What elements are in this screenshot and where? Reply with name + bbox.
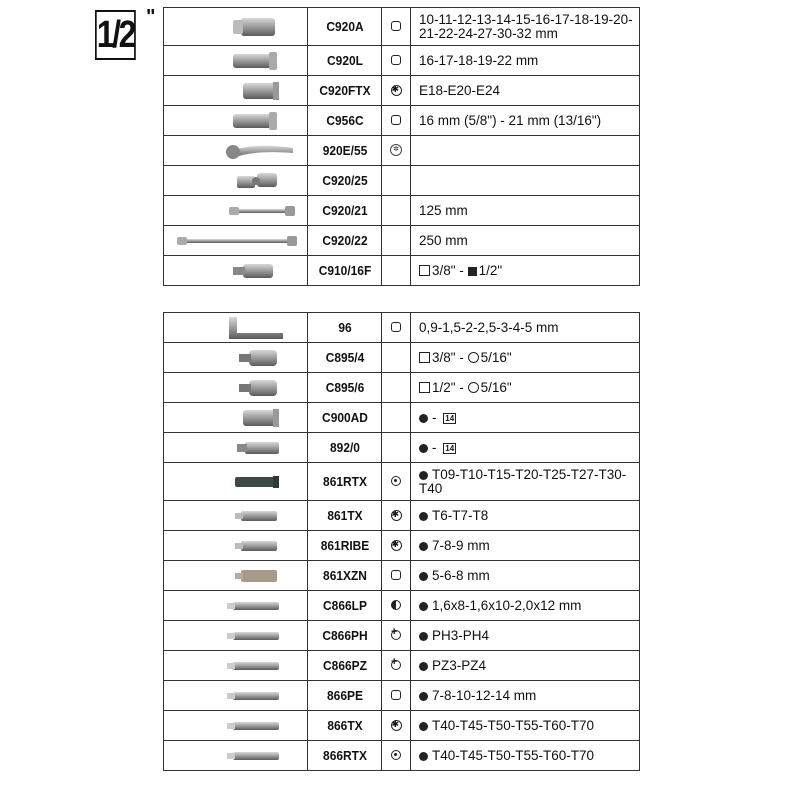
tool-image-cell (164, 76, 308, 106)
tool-image-cell (164, 256, 308, 286)
spec-cell (411, 8, 640, 46)
phillips-icon (391, 630, 401, 640)
drive-symbol-cell (382, 651, 411, 681)
bit-drive-icon (419, 752, 428, 761)
spec-text: 1/2" - (432, 379, 468, 395)
spec-cell (411, 531, 640, 561)
bit-drive-icon (419, 632, 428, 641)
spec-cell (411, 76, 640, 106)
table-row (164, 136, 640, 166)
drive-symbol-cell (382, 433, 411, 463)
tool-adapter-sm-icon (223, 375, 299, 401)
spec-cell (411, 591, 640, 621)
hex-socket-icon (391, 21, 401, 31)
drive-symbol-cell (382, 621, 411, 651)
torx-tamper-icon (391, 476, 401, 486)
square-drive-filled-icon (468, 267, 477, 276)
spec-text: 3/8" - (432, 349, 468, 365)
table-row (164, 621, 640, 651)
inch-mark: " (146, 6, 156, 28)
spec-cell (411, 226, 640, 256)
part-code: 96 (310, 313, 378, 343)
spec-cell (411, 313, 640, 343)
torx-icon (391, 720, 402, 731)
part-code: C895/4 (310, 343, 378, 373)
bit-drive-icon (419, 662, 428, 671)
tool-ujoint-icon (223, 168, 299, 194)
spec-cell (411, 651, 640, 681)
part-code: C956C (310, 106, 378, 136)
part-code: 861RIBE (310, 531, 378, 561)
table-row (164, 501, 640, 531)
spec-text: 16-17-18-19-22 mm (419, 52, 539, 68)
hex-socket-icon (391, 690, 401, 700)
drive-symbol-cell (382, 403, 411, 433)
spec-cell (411, 373, 640, 403)
spec-text: 5-6-8 mm (432, 567, 490, 583)
drive-symbol-cell (382, 561, 411, 591)
size-tag: 14 (445, 443, 455, 453)
table-row (164, 403, 640, 433)
tool-image-cell (164, 166, 308, 196)
square-drive-icon (419, 352, 430, 363)
spec-text: 3/8" - (432, 262, 468, 278)
drive-symbol-cell (382, 591, 411, 621)
table-row (164, 256, 640, 286)
table-row (164, 226, 640, 256)
tool-image-cell (164, 373, 308, 403)
drive-symbol-cell (382, 76, 411, 106)
pozidriv-icon (391, 660, 401, 670)
spec-cell (411, 463, 640, 501)
spec-text: 7-8-9 mm (432, 537, 490, 553)
spec-cell (411, 711, 640, 741)
spec-cell (411, 741, 640, 771)
part-code: C920FTX (310, 76, 378, 106)
drive-symbol-cell (382, 343, 411, 373)
spec-cell (411, 403, 640, 433)
tool-image-cell (164, 651, 308, 681)
table-row (164, 561, 640, 591)
drive-symbol-cell (382, 8, 411, 46)
tool-image-cell (164, 711, 308, 741)
tool-image-cell (164, 531, 308, 561)
bit-drive-icon (419, 572, 428, 581)
spec-cell (411, 136, 640, 166)
table-row (164, 46, 640, 76)
table-row (164, 591, 640, 621)
tool-hexkey-icon (223, 315, 299, 341)
spec-text-secondary: 5/16" (480, 349, 512, 365)
hex-socket-icon (391, 115, 401, 125)
tool-image-cell (164, 226, 308, 256)
spec-cell (411, 166, 640, 196)
tool-socket-deep-icon (223, 108, 299, 134)
tool-bit-icon (223, 503, 299, 529)
part-code: C910/16F (310, 256, 378, 286)
spec-text: 7-8-10-12-14 mm (432, 687, 537, 703)
square-drive-icon (419, 382, 430, 393)
spec-text: E18-E20-E24 (419, 82, 501, 98)
spec-text: 10-11-12-13-14-15-16-17-18-19-20-21-22-24-27-30-32 mm (419, 11, 633, 41)
drive-symbol-cell (382, 741, 411, 771)
table-row (164, 313, 640, 343)
tool-image-cell (164, 403, 308, 433)
hex-drive-icon (468, 352, 479, 363)
spec-cell (411, 621, 640, 651)
spec-text: 1,6x8-1,6x10-2,0x12 mm (432, 597, 582, 613)
tool-image-cell (164, 136, 308, 166)
bit-drive-icon (419, 542, 428, 551)
part-code: C895/6 (310, 373, 378, 403)
tool-bit-long-icon (223, 713, 299, 739)
tool-socket-icon (223, 78, 299, 104)
part-code: C920A (310, 8, 378, 46)
tool-image-cell (164, 46, 308, 76)
part-code: 866PE (310, 681, 378, 711)
table-row (164, 196, 640, 226)
part-code: C920/21 (310, 196, 378, 226)
bit-drive-icon (419, 512, 428, 521)
tool-bit-long-icon (223, 623, 299, 649)
table-row (164, 741, 640, 771)
spec-text: 250 mm (419, 232, 468, 248)
tool-adapter-sm-icon (223, 345, 299, 371)
tool-image-cell (164, 501, 308, 531)
bit-drive-icon (419, 414, 428, 423)
table-row (164, 166, 640, 196)
ratchet-teeth-icon: ✲ (390, 144, 402, 156)
spec-cell (411, 561, 640, 591)
slotted-icon (391, 600, 401, 610)
spec-text: T6-T7-T8 (432, 507, 489, 523)
spec-cell (411, 256, 640, 286)
tool-image-cell (164, 561, 308, 591)
tool-image-cell (164, 741, 308, 771)
table-row (164, 106, 640, 136)
drive-symbol-cell (382, 501, 411, 531)
tool-socket-long-icon (223, 14, 299, 40)
drive-symbol-cell (382, 256, 411, 286)
part-code: C920L (310, 46, 378, 76)
spec-cell (411, 501, 640, 531)
part-code: 861XZN (310, 561, 378, 591)
part-code: 866TX (310, 711, 378, 741)
tool-image-cell (164, 8, 308, 46)
table-row (164, 463, 640, 501)
table-row (164, 531, 640, 561)
spec-cell (411, 681, 640, 711)
part-code: C920/25 (310, 166, 378, 196)
spec-text: T40-T45-T50-T55-T60-T70 (432, 747, 595, 763)
tool-bit-long-icon (223, 743, 299, 769)
drive-symbol-cell (382, 166, 411, 196)
tool-image-cell (164, 591, 308, 621)
tool-image-cell (164, 313, 308, 343)
drive-symbol-cell (382, 106, 411, 136)
size-tag: 14 (445, 413, 455, 423)
tool-image-cell (164, 621, 308, 651)
tool-bit-holder-icon (223, 435, 299, 461)
hex-socket-icon (391, 570, 401, 580)
spec-text: T40-T45-T50-T55-T60-T70 (432, 717, 595, 733)
spec-cell (411, 46, 640, 76)
square-drive-icon (419, 265, 430, 276)
torx-tamper-icon (391, 750, 401, 760)
spec-text: - (432, 409, 441, 425)
tool-bit-long-icon (223, 593, 299, 619)
torx-icon (391, 510, 402, 521)
bits-table (163, 312, 640, 771)
tool-image-cell (164, 681, 308, 711)
ribe-icon (391, 540, 402, 551)
table-row (164, 681, 640, 711)
part-code: C866PZ (310, 651, 378, 681)
spec-cell (411, 433, 640, 463)
drive-size-badge (95, 10, 136, 60)
tool-socket-deep-icon (223, 48, 299, 74)
spec-text-secondary: 5/16" (480, 379, 512, 395)
tool-adapter-icon (223, 258, 299, 284)
torx-external-icon (391, 85, 402, 96)
hex-socket-icon (391, 322, 401, 332)
drive-symbol-cell (382, 681, 411, 711)
tool-bit-long-icon (223, 683, 299, 709)
hex-socket-icon (391, 55, 401, 65)
drive-symbol-cell (382, 226, 411, 256)
spec-text: 0,9-1,5-2-2,5-3-4-5 mm (419, 319, 559, 335)
spec-text: - (432, 439, 441, 455)
tool-image-cell (164, 433, 308, 463)
spec-text: PH3-PH4 (432, 627, 490, 643)
part-code: C900AD (310, 403, 378, 433)
bit-drive-icon (419, 602, 428, 611)
spec-cell (411, 196, 640, 226)
spec-cell (411, 106, 640, 136)
drive-symbol-cell (382, 531, 411, 561)
bit-drive-icon (419, 722, 428, 731)
spec-text: 125 mm (419, 202, 468, 218)
drive-symbol-cell (382, 463, 411, 501)
part-code: C920/22 (310, 226, 378, 256)
tool-bit-long-icon (223, 653, 299, 679)
tool-image-cell (164, 463, 308, 501)
drive-size-label: 1/2 (96, 13, 135, 56)
part-code: C866LP (310, 591, 378, 621)
bit-drive-icon (419, 471, 428, 480)
table-row (164, 76, 640, 106)
table-row (164, 711, 640, 741)
table-row (164, 433, 640, 463)
spec-text-secondary: 1/2" (478, 262, 503, 278)
drive-symbol-cell (382, 313, 411, 343)
table-row (164, 651, 640, 681)
tool-socket-icon (223, 405, 299, 431)
tool-bit-dark-icon (223, 469, 299, 495)
drive-symbol-cell (382, 46, 411, 76)
table-row (164, 343, 640, 373)
bit-drive-icon (419, 692, 428, 701)
tool-image-cell (164, 343, 308, 373)
hex-drive-icon (468, 382, 479, 393)
spec-text: T09-T10-T15-T20-T25-T27-T30-T40 (419, 466, 627, 496)
spec-text: PZ3-PZ4 (432, 657, 487, 673)
part-code: 866RTX (310, 741, 378, 771)
spec-text: 16 mm (5/8") - 21 mm (13/16") (419, 112, 602, 128)
spec-cell (411, 343, 640, 373)
part-code: 920E/55 (310, 136, 378, 166)
part-code: C866PH (310, 621, 378, 651)
drive-symbol-cell (382, 711, 411, 741)
tool-ext-long-icon (175, 228, 299, 254)
part-code: 861RTX (310, 463, 378, 501)
table-row (164, 8, 640, 46)
drive-symbol-cell (382, 136, 411, 166)
table-row (164, 373, 640, 403)
tool-ext-short-icon (223, 198, 299, 224)
tool-image-cell (164, 106, 308, 136)
part-code: 861TX (310, 501, 378, 531)
drive-symbol-cell (382, 373, 411, 403)
tool-bit-icon (223, 533, 299, 559)
bit-drive-icon (419, 444, 428, 453)
tool-bit-xzn-icon (223, 563, 299, 589)
tool-ratchet-icon (223, 138, 299, 164)
part-code: 892/0 (310, 433, 378, 463)
drive-symbol-cell (382, 196, 411, 226)
tool-image-cell (164, 196, 308, 226)
socket-table (163, 7, 640, 286)
